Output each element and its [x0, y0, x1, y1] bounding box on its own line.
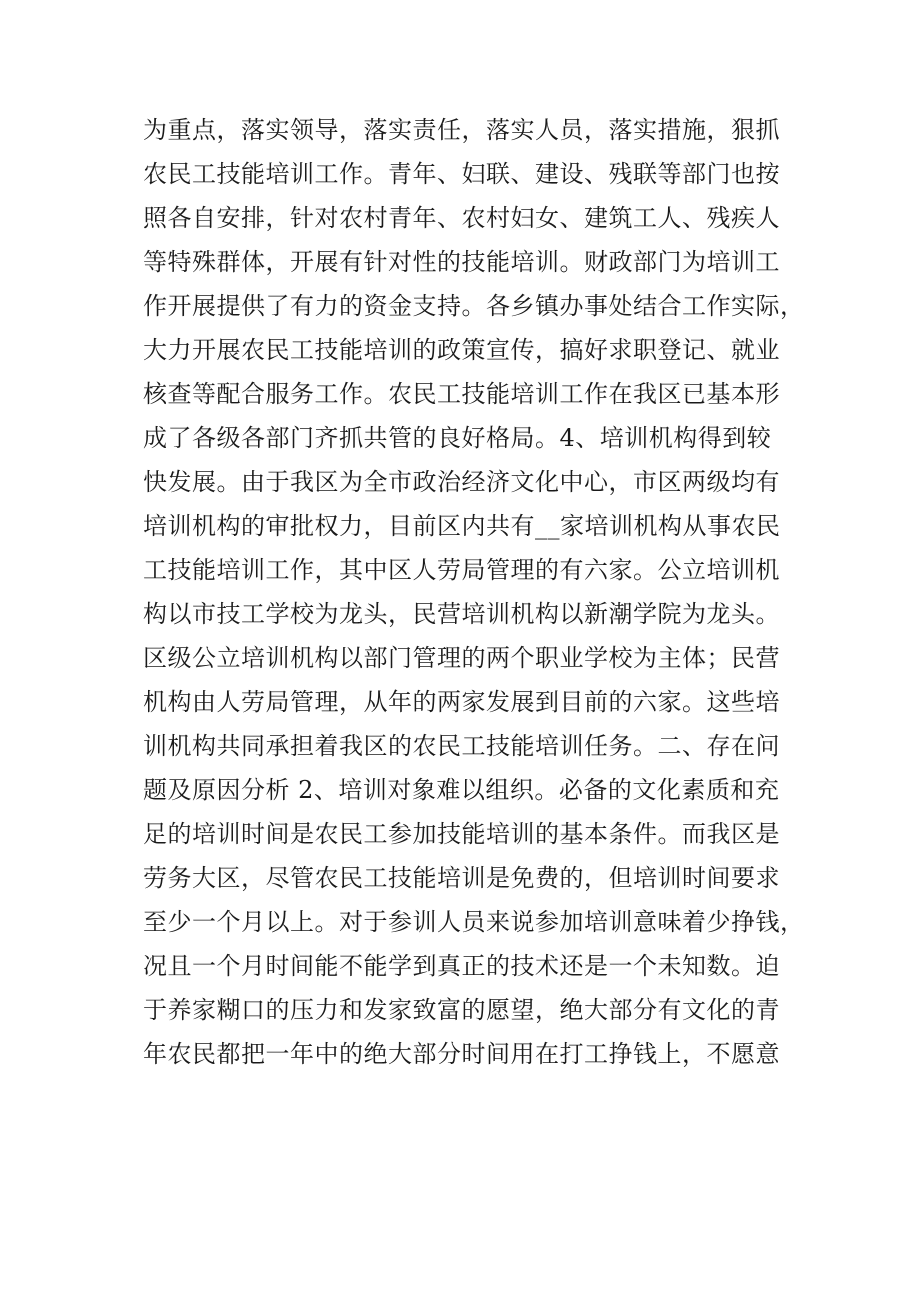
text-line: 至少一个月以上。对于参训人员来说参加培训意味着少挣钱，	[143, 908, 805, 936]
text-line: 成了各级各部门齐抓共管的良好格局。4、培训机构得到较	[143, 424, 772, 452]
text-line: 机构由人劳局管理，从年的两家发展到目前的六家。这些培	[143, 688, 780, 716]
text-line: 核查等配合服务工作。农民工技能培训工作在我区已基本形	[143, 380, 780, 408]
text-line: 工技能培训工作，其中区人劳局管理的有六家。公立培训机	[143, 556, 780, 584]
text-line: 等特殊群体，开展有针对性的技能培训。财政部门为培训工	[143, 248, 780, 276]
text-line: 训机构共同承担着我区的农民工技能培训任务。二、存在问	[143, 732, 780, 760]
text-line: 年农民都把一年中的绝大部分时间用在打工挣钱上，不愿意	[143, 1040, 780, 1068]
text-line: 况且一个月时间能不能学到真正的技术还是一个未知数。迫	[143, 952, 780, 980]
body-text	[143, 108, 805, 1076]
text-line: 区级公立培训机构以部门管理的两个职业学校为主体；民营	[143, 644, 780, 672]
text-line: 足的培训时间是农民工参加技能培训的基本条件。而我区是	[143, 820, 780, 848]
text-line: 题及原因分析 2、培训对象难以组织。必备的文化素质和充	[143, 776, 780, 804]
text-line: 于养家糊口的压力和发家致富的愿望，绝大部分有文化的青	[143, 996, 780, 1024]
text-line: 为重点，落实领导，落实责任，落实人员，落实措施，狠抓	[143, 116, 780, 144]
text-line: 照各自安排，针对农村青年、农村妇女、建筑工人、残疾人	[143, 204, 780, 232]
text-line: 大力开展农民工技能培训的政策宣传，搞好求职登记、就业	[143, 336, 780, 364]
text-line: 构以市技工学校为龙头，民营培训机构以新潮学院为龙头。	[143, 600, 780, 628]
text-line: 农民工技能培训工作。青年、妇联、建设、残联等部门也按	[143, 160, 780, 188]
text-line: 快发展。由于我区为全市政治经济文化中心，市区两级均有	[143, 468, 780, 496]
text-line: 作开展提供了有力的资金支持。各乡镇办事处结合工作实际，	[143, 292, 805, 320]
text-line: 劳务大区，尽管农民工技能培训是免费的，但培训时间要求	[143, 864, 780, 892]
text-line: 培训机构的审批权力，目前区内共有__家培训机构从事农民	[143, 512, 781, 540]
